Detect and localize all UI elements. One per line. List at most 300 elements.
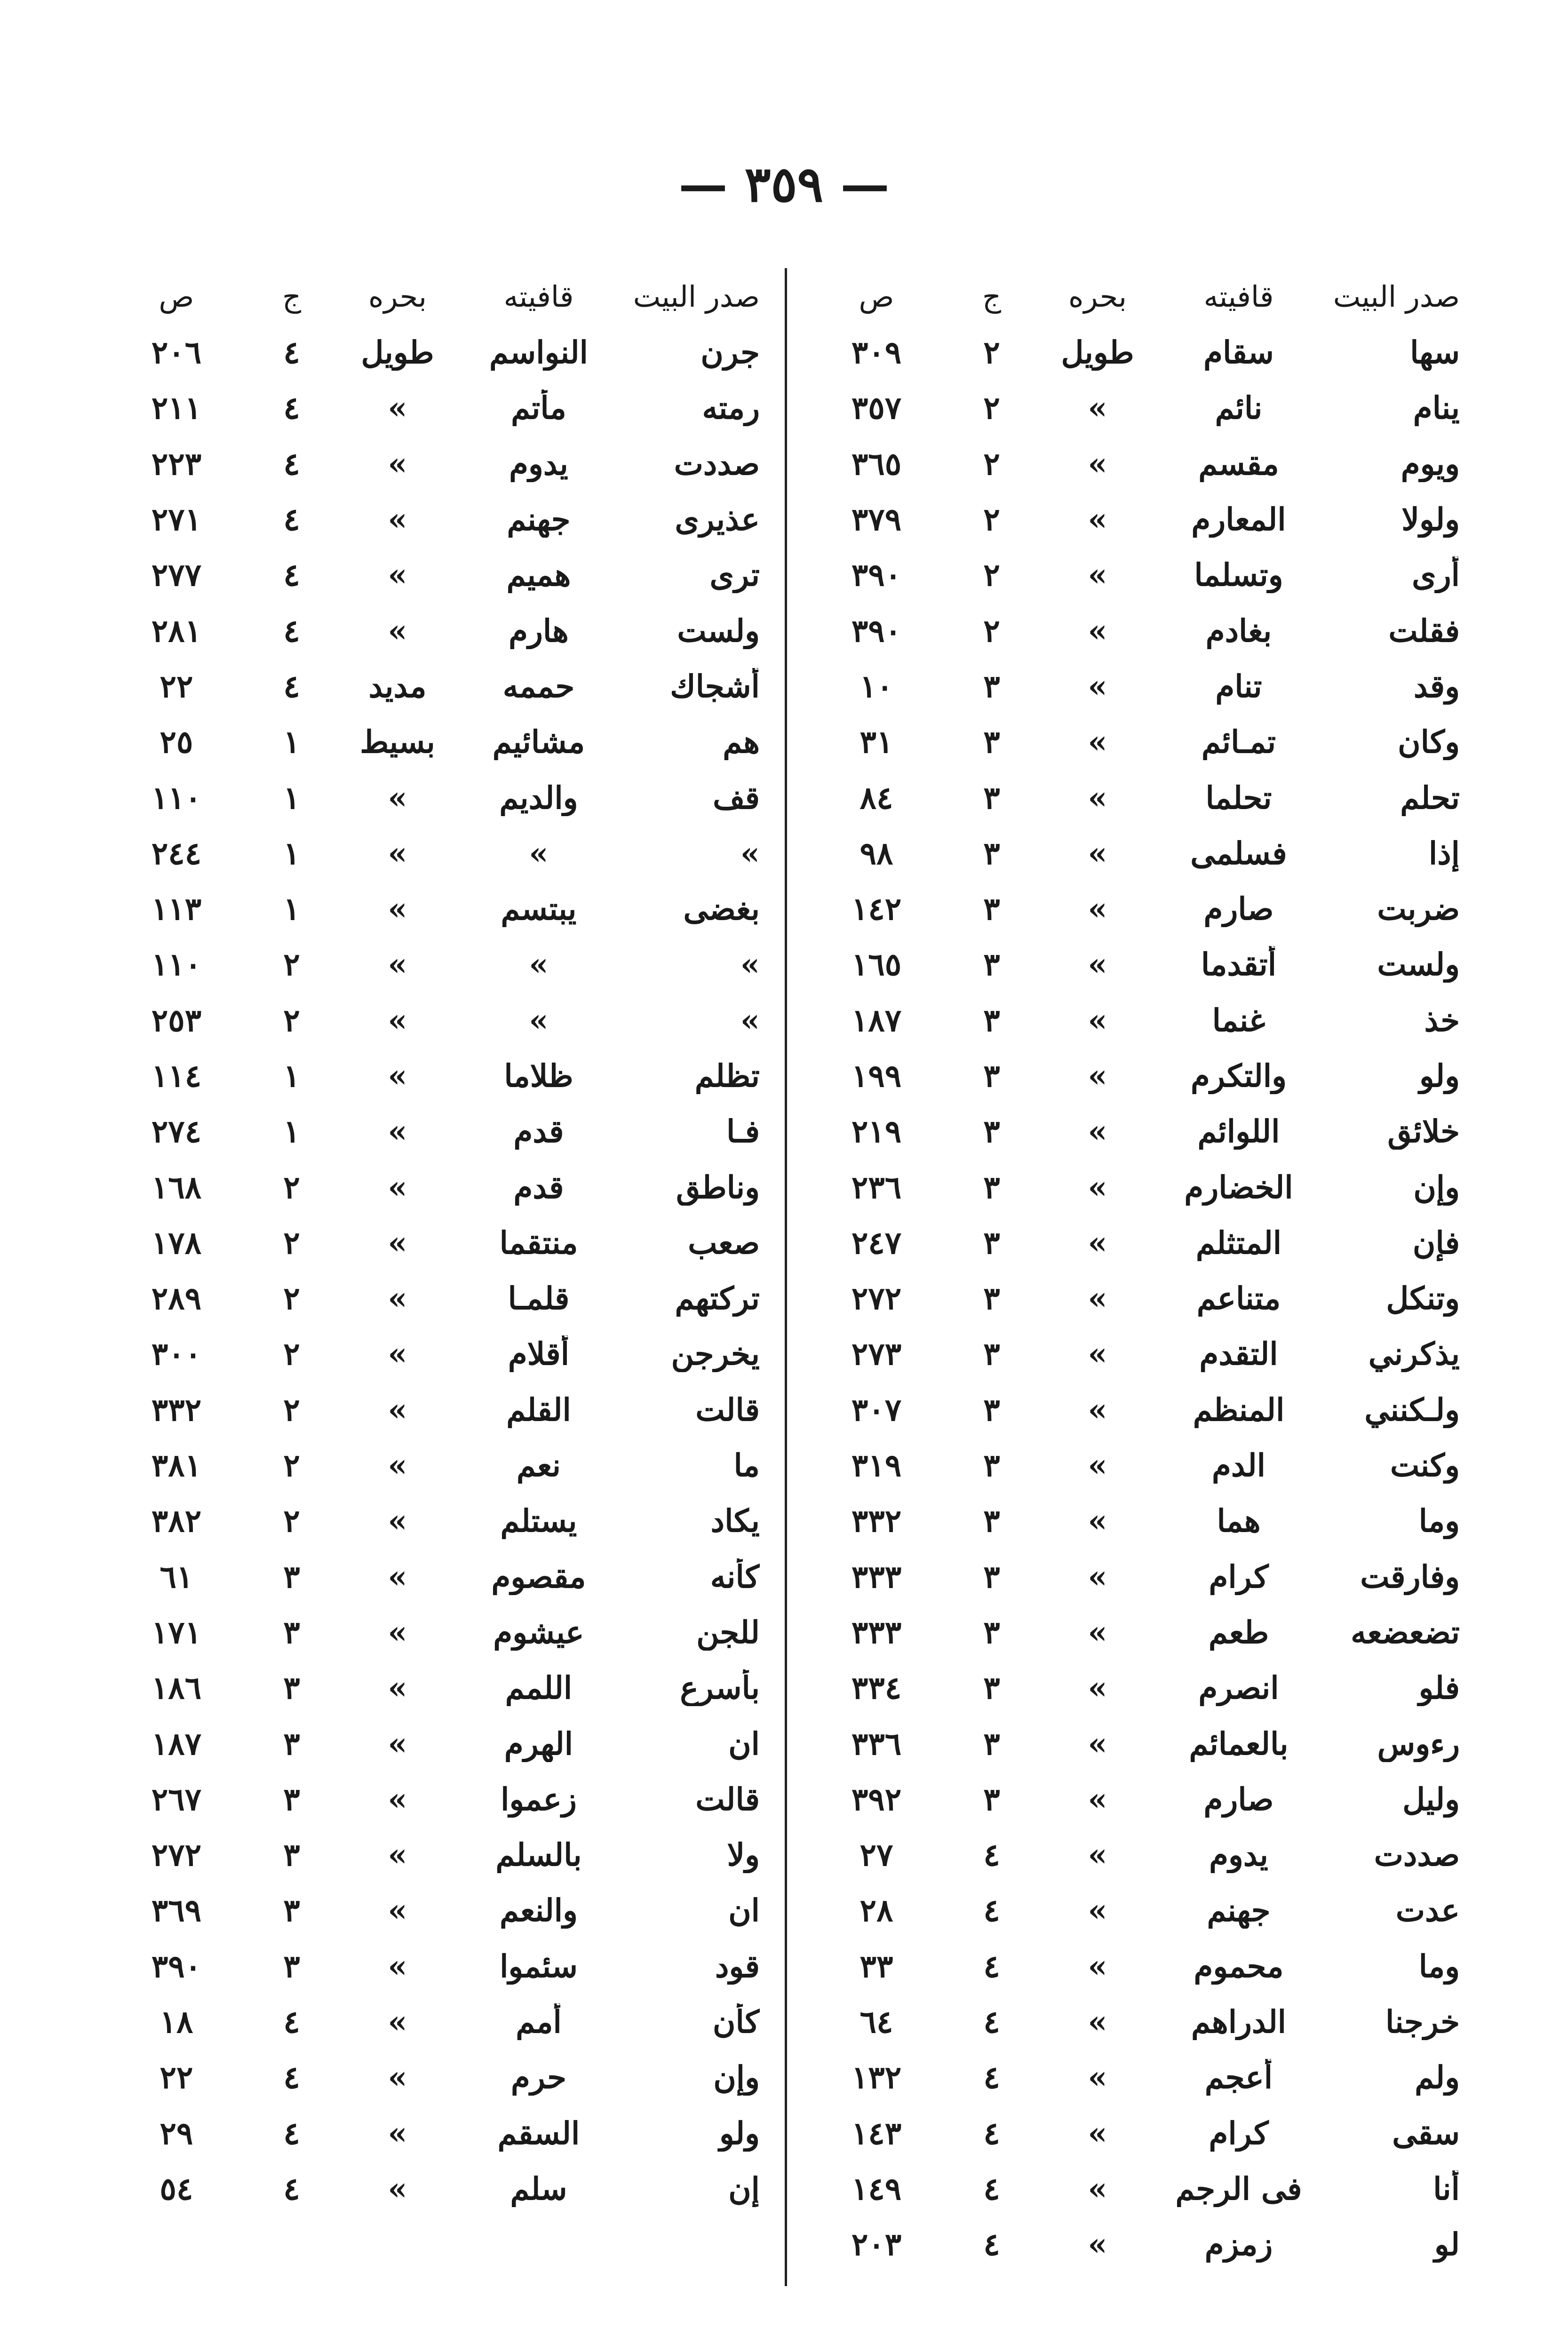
volume-number: ٣ — [983, 946, 1000, 983]
index-rows — [801, 325, 1460, 2272]
volume-number: ١ — [283, 779, 300, 816]
page-reference: ١١٤ — [151, 1057, 202, 1094]
verse-meter: » — [1088, 2003, 1107, 2041]
verse-meter: » — [1088, 2170, 1107, 2207]
verse-first-words: » — [740, 834, 760, 872]
page-reference: ٢٣٦ — [851, 1168, 902, 1206]
verse-meter: » — [388, 1502, 407, 1540]
volume-number: ٣ — [983, 1558, 1000, 1595]
index-row — [101, 1159, 760, 1215]
verse-rhyme: الخضارم — [1184, 1168, 1293, 1206]
index-row — [101, 2161, 760, 2217]
verse-rhyme: الدم — [1212, 1447, 1266, 1484]
volume-number: ٣ — [983, 1057, 1000, 1094]
verse-rhyme: النواسم — [489, 334, 589, 371]
verse-first-words: عذيرى — [675, 501, 760, 538]
verse-meter: » — [388, 1447, 407, 1484]
verse-first-words: رمته — [702, 389, 760, 427]
verse-first-words: إذا — [1428, 834, 1460, 872]
header-page: ص — [159, 279, 194, 314]
page-reference: ٣٩٠ — [851, 612, 902, 649]
verse-first-words: » — [740, 1001, 760, 1039]
verse-first-words: تضعضعه — [1351, 1613, 1460, 1651]
verse-rhyme: » — [529, 946, 549, 983]
verse-meter: » — [388, 2114, 407, 2152]
index-row — [801, 1271, 1460, 1326]
volume-number: ٢ — [983, 612, 1000, 649]
index-row — [101, 1493, 760, 1549]
verse-first-words: ويوم — [1401, 445, 1460, 482]
volume-number: ٣ — [283, 1558, 300, 1595]
page-reference: ١٨ — [159, 2003, 193, 2041]
verse-meter: » — [388, 501, 407, 538]
verse-meter: » — [388, 779, 407, 816]
volume-number: ٣ — [283, 1613, 300, 1651]
page-reference: ٣١٩ — [851, 1447, 902, 1484]
verse-rhyme: نائم — [1215, 389, 1263, 427]
verse-rhyme: يستلم — [500, 1502, 577, 1540]
verse-meter: » — [1088, 1001, 1107, 1039]
page-reference: ٢٨١ — [151, 612, 202, 649]
volume-number: ٣ — [983, 1335, 1000, 1373]
verse-rhyme: تنام — [1215, 667, 1262, 705]
verse-meter: » — [1088, 1168, 1107, 1206]
volume-number: ٣ — [983, 1613, 1000, 1651]
volume-number: ٣ — [283, 1669, 300, 1707]
index-row — [101, 492, 760, 547]
index-row — [101, 1883, 760, 1938]
verse-rhyme: القلم — [506, 1391, 571, 1428]
volume-number: ٢ — [283, 1447, 300, 1484]
verse-rhyme: طعم — [1208, 1613, 1269, 1651]
volume-number: ٤ — [283, 2003, 300, 2041]
verse-meter: طويل — [361, 334, 434, 371]
page-reference: ٣٣٣ — [851, 1558, 902, 1595]
verse-rhyme: أقلام — [508, 1335, 570, 1373]
page-reference: ٢٥٣ — [151, 1001, 202, 1039]
verse-rhyme: صارم — [1203, 890, 1274, 928]
page-reference: ٢٧ — [860, 1836, 893, 1874]
verse-meter: » — [1088, 779, 1107, 816]
verse-rhyme: يدوم — [1209, 1836, 1268, 1874]
page-reference: ٢٦٧ — [151, 1780, 202, 1818]
verse-meter: » — [388, 1558, 407, 1595]
verse-meter: » — [388, 1391, 407, 1428]
volume-number: ٢ — [283, 1168, 300, 1206]
page-reference: ١٩٩ — [851, 1057, 902, 1094]
verse-first-words: قف — [713, 779, 760, 816]
verse-meter: » — [388, 1947, 407, 1985]
verse-rhyme: سقام — [1203, 334, 1274, 371]
verse-first-words: قالت — [695, 1391, 760, 1428]
verse-first-words: صعب — [688, 1224, 760, 1261]
volume-number: ٣ — [983, 890, 1000, 928]
verse-first-words: هم — [723, 723, 760, 761]
column-header — [801, 268, 1460, 325]
verse-meter: » — [1088, 1447, 1107, 1484]
index-row — [801, 1716, 1460, 1771]
verse-meter: » — [388, 1057, 407, 1094]
index-row — [101, 1994, 760, 2050]
verse-first-words: ولو — [1419, 1057, 1460, 1094]
index-row — [101, 380, 760, 436]
verse-meter: » — [1088, 1613, 1107, 1651]
index-row — [101, 1326, 760, 1382]
index-row — [101, 993, 760, 1048]
volume-number: ٢ — [283, 946, 300, 983]
index-row — [801, 1994, 1460, 2050]
volume-number: ٢ — [983, 556, 1000, 594]
page-reference: ٥٤ — [159, 2170, 193, 2207]
verse-first-words: ولست — [1377, 946, 1460, 983]
index-row — [801, 1605, 1460, 1660]
verse-meter: » — [1088, 1224, 1107, 1261]
page-reference: ٢٧٧ — [151, 556, 202, 594]
header-rhyme: قافيته — [1203, 279, 1274, 314]
page-reference: ٣٨١ — [151, 1447, 202, 1484]
verse-meter: » — [1088, 667, 1107, 705]
index-row — [101, 1215, 760, 1271]
verse-rhyme: سئموا — [500, 1947, 578, 1985]
page-reference: ١٦٨ — [151, 1168, 202, 1206]
index-row — [101, 603, 760, 658]
volume-number: ٣ — [983, 779, 1000, 816]
volume-number: ٣ — [283, 1725, 300, 1762]
page-number: — ٣٥٩ — — [678, 155, 890, 213]
verse-rhyme: مقسم — [1198, 445, 1279, 482]
index-row — [101, 1048, 760, 1104]
page-reference: ٣٠٠ — [151, 1335, 202, 1373]
volume-number: ٢ — [983, 445, 1000, 482]
verse-rhyme: يبتسم — [501, 890, 577, 928]
verse-meter: » — [1088, 556, 1107, 594]
page-reference: ٢٥ — [159, 723, 193, 761]
verse-first-words: ولـكنني — [1364, 1391, 1460, 1428]
page-reference: ٦١ — [159, 1558, 193, 1595]
page-reference: ٣١ — [860, 723, 893, 761]
index-row — [801, 2217, 1460, 2272]
volume-number: ٣ — [283, 1947, 300, 1985]
volume-number: ٣ — [983, 1168, 1000, 1206]
volume-number: ٣ — [983, 1447, 1000, 1484]
verse-first-words: سقى — [1392, 2114, 1460, 2152]
verse-meter: » — [388, 389, 407, 427]
verse-rhyme: اللوائم — [1197, 1113, 1280, 1150]
verse-first-words: فإن — [1412, 1224, 1460, 1261]
volume-number: ٤ — [283, 501, 300, 538]
page-reference: ٢٤٧ — [851, 1224, 902, 1261]
verse-meter: » — [1088, 501, 1107, 538]
verse-first-words: ما — [733, 1447, 760, 1484]
verse-first-words: جرن — [700, 334, 760, 371]
verse-first-words: فلو — [1418, 1669, 1460, 1707]
page-reference: ٢٨٩ — [151, 1280, 202, 1317]
volume-number: ٤ — [983, 2003, 1000, 2041]
verse-rhyme: هارم — [509, 612, 569, 649]
page-reference: ٣٩٢ — [851, 1780, 902, 1818]
verse-meter: بسيط — [360, 723, 435, 761]
verse-meter: » — [388, 445, 407, 482]
volume-number: ٣ — [983, 1669, 1000, 1707]
verse-rhyme: ظلاما — [504, 1057, 573, 1094]
verse-rhyme: جهنم — [1207, 1892, 1271, 1929]
volume-number: ١ — [283, 723, 300, 761]
verse-first-words: كأنه — [710, 1558, 760, 1595]
volume-number: ٤ — [283, 389, 300, 427]
verse-rhyme: بالسلم — [495, 1836, 582, 1874]
verse-meter: » — [388, 1224, 407, 1261]
verse-rhyme: اللمم — [505, 1669, 573, 1707]
verse-meter: » — [388, 2059, 407, 2096]
verse-rhyme: كرام — [1209, 1558, 1269, 1595]
index-row — [801, 1493, 1460, 1549]
index-row — [801, 826, 1460, 881]
volume-number: ١ — [283, 1057, 300, 1094]
page-reference: ٣٠٧ — [851, 1391, 902, 1428]
verse-rhyme: انصرم — [1198, 1669, 1279, 1707]
page-reference: ٢٧٤ — [151, 1113, 202, 1150]
index-row — [801, 1438, 1460, 1493]
volume-number: ٤ — [283, 612, 300, 649]
header-volume: ج — [282, 279, 302, 314]
page-reference: ١٨٧ — [151, 1725, 202, 1762]
verse-first-words: ولست — [677, 612, 760, 649]
index-row — [801, 2050, 1460, 2105]
index-row — [101, 2050, 760, 2105]
volume-number: ٢ — [283, 1224, 300, 1261]
verse-rhyme: السقم — [497, 2114, 580, 2152]
page-reference: ٣٩٠ — [851, 556, 902, 594]
index-row — [801, 1772, 1460, 1827]
verse-meter: » — [1088, 1502, 1107, 1540]
verse-rhyme: بغادم — [1205, 612, 1272, 649]
volume-number: ٤ — [983, 1892, 1000, 1929]
header-meter: بحره — [1068, 279, 1127, 314]
verse-rhyme: هما — [1217, 1502, 1261, 1540]
volume-number: ٢ — [283, 1502, 300, 1540]
verse-rhyme: وتسلما — [1194, 556, 1283, 594]
index-column-right — [801, 268, 1460, 2272]
page-reference: ٢٧٢ — [851, 1280, 902, 1317]
index-row — [101, 826, 760, 881]
volume-number: ٣ — [983, 1280, 1000, 1317]
volume-number: ٣ — [283, 1780, 300, 1818]
index-row — [101, 436, 760, 492]
verse-rhyme: زمزم — [1204, 2226, 1273, 2263]
index-row — [801, 1660, 1460, 1716]
page-reference: ٢٨ — [860, 1892, 893, 1929]
verse-first-words: ولا — [727, 1836, 760, 1874]
verse-first-words: فقلت — [1388, 612, 1460, 649]
page-reference: ١٤٣ — [851, 2114, 902, 2152]
verse-meter: » — [388, 1892, 407, 1929]
verse-rhyme: مشائيم — [492, 723, 585, 761]
page-reference: ٢٧٢ — [151, 1836, 202, 1874]
page-reference: ١٣٢ — [851, 2059, 902, 2096]
page-reference: ١٤٩ — [851, 2170, 902, 2207]
verse-rhyme: أمم — [516, 2003, 562, 2041]
page-reference: ٩٨ — [860, 834, 893, 872]
verse-rhyme: حممه — [502, 667, 575, 705]
verse-first-words: إن — [728, 2170, 760, 2207]
verse-rhyme: تمـائم — [1201, 723, 1276, 761]
verse-first-words: وليل — [1402, 1780, 1460, 1818]
page-reference: ١٦٥ — [851, 946, 902, 983]
volume-number: ٤ — [983, 1836, 1000, 1874]
volume-number: ٤ — [283, 445, 300, 482]
page-reference: ٢٠٣ — [851, 2226, 902, 2263]
volume-number: ٤ — [983, 1947, 1000, 1985]
page-reference: ١٠ — [860, 667, 893, 705]
volume-number: ٣ — [983, 1224, 1000, 1261]
index-row — [801, 1549, 1460, 1605]
verse-meter: » — [1088, 1391, 1107, 1428]
verse-first-words: يخرجن — [671, 1335, 760, 1373]
verse-first-words: سها — [1410, 334, 1460, 371]
index-row — [801, 770, 1460, 825]
verse-first-words: ترى — [709, 556, 760, 594]
verse-meter: » — [1088, 445, 1107, 482]
verse-first-words: وما — [1418, 1502, 1460, 1540]
volume-number: ٢ — [983, 334, 1000, 371]
volume-number: ٤ — [983, 2170, 1000, 2207]
verse-meter: » — [388, 834, 407, 872]
volume-number: ٤ — [283, 2114, 300, 2152]
header-volume: ج — [982, 279, 1002, 314]
verse-rhyme: عيشوم — [493, 1613, 584, 1651]
index-row — [101, 1772, 760, 1827]
verse-first-words: ان — [728, 1892, 760, 1929]
page-reference: ٢٠٦ — [151, 334, 202, 371]
index-rows — [101, 325, 760, 2217]
verse-first-words: ولم — [1415, 2059, 1460, 2096]
verse-first-words: تظلم — [694, 1057, 760, 1094]
verse-first-words: تركتهم — [675, 1280, 760, 1317]
verse-first-words: عدت — [1395, 1892, 1460, 1929]
index-row — [101, 1104, 760, 1159]
volume-number: ٤ — [283, 2170, 300, 2207]
verse-rhyme: المنظم — [1193, 1391, 1285, 1428]
verse-meter: » — [1088, 1669, 1107, 1707]
verse-rhyme: والنعم — [500, 1892, 578, 1929]
page-reference: ٣٠٩ — [851, 334, 902, 371]
verse-rhyme: محموم — [1194, 1947, 1284, 1985]
verse-first-words: ان — [728, 1725, 760, 1762]
index-row — [101, 1827, 760, 1883]
verse-first-words: للجن — [696, 1613, 760, 1651]
index-row — [101, 714, 760, 770]
page-reference: ٢٢ — [159, 667, 193, 705]
verse-meter: » — [388, 1335, 407, 1373]
index-row — [801, 881, 1460, 937]
verse-first-words: خذ — [1424, 1001, 1460, 1039]
index-row — [101, 1271, 760, 1326]
verse-meter: » — [388, 1113, 407, 1150]
index-row — [801, 325, 1460, 380]
verse-rhyme: المتثلم — [1195, 1224, 1282, 1261]
volume-number: ٤ — [283, 667, 300, 705]
volume-number: ٣ — [983, 1391, 1000, 1428]
verse-rhyme: زعموا — [501, 1780, 577, 1818]
volume-number: ٣ — [983, 1113, 1000, 1150]
verse-meter: » — [388, 1280, 407, 1317]
page-reference: ٢١١ — [151, 389, 202, 427]
index-row — [101, 881, 760, 937]
index-row — [801, 993, 1460, 1048]
verse-meter: » — [1088, 1780, 1107, 1818]
verse-first-words: ينام — [1413, 389, 1460, 427]
verse-first-words: خلائق — [1387, 1113, 1460, 1150]
page-reference: ٣٨٢ — [151, 1502, 202, 1540]
volume-number: ٣ — [983, 834, 1000, 872]
verse-first-words: تحلم — [1400, 779, 1460, 816]
verse-rhyme: قلمـا — [508, 1280, 570, 1317]
verse-meter: » — [388, 2003, 407, 2041]
verse-rhyme: نعم — [516, 1447, 561, 1484]
index-row — [801, 1104, 1460, 1159]
volume-number: ٤ — [283, 334, 300, 371]
verse-meter: » — [1088, 1057, 1107, 1094]
verse-meter: » — [1088, 1280, 1107, 1317]
page-reference: ٢٧١ — [151, 501, 202, 538]
index-row — [801, 937, 1460, 992]
page-reference: ٣٥٧ — [851, 389, 902, 427]
index-row — [101, 1382, 760, 1438]
verse-meter: » — [388, 1168, 407, 1206]
verse-meter: » — [388, 1725, 407, 1762]
page-reference: ٣٣ — [860, 1947, 893, 1985]
verse-meter: » — [1088, 834, 1107, 872]
verse-first-words: وناطق — [676, 1168, 760, 1206]
index-row — [801, 603, 1460, 658]
page-reference: ٣٣٤ — [851, 1669, 902, 1707]
page-reference: ١٨٦ — [151, 1669, 202, 1707]
verse-first-words: لو — [1434, 2226, 1460, 2263]
verse-rhyme: والتكرم — [1191, 1057, 1287, 1094]
verse-first-words: وقد — [1413, 667, 1460, 705]
verse-meter: » — [1088, 890, 1107, 928]
volume-number: ٢ — [283, 1391, 300, 1428]
verse-first-words: فـا — [726, 1113, 760, 1150]
volume-number: ٤ — [983, 2059, 1000, 2096]
verse-first-words: وإن — [1413, 1168, 1460, 1206]
header-meter: بحره — [368, 279, 427, 314]
index-row — [801, 659, 1460, 714]
page-reference: ١١٣ — [151, 890, 202, 928]
volume-number: ٢ — [283, 1001, 300, 1039]
volume-number: ٣ — [983, 1001, 1000, 1039]
verse-rhyme: منتقما — [499, 1224, 578, 1261]
index-row — [801, 436, 1460, 492]
verse-meter: » — [388, 1001, 407, 1039]
page-reference: ٣٣٣ — [851, 1613, 902, 1651]
volume-number: ٣ — [983, 1725, 1000, 1762]
verse-rhyme: تحلما — [1205, 779, 1272, 816]
volume-number: ٣ — [983, 1502, 1000, 1540]
verse-first-words: خرجنا — [1385, 2003, 1460, 2041]
volume-number: ٣ — [283, 1836, 300, 1874]
verse-first-words: أشجاك — [670, 667, 760, 705]
verse-meter: » — [1088, 1335, 1107, 1373]
page-reference: ٣٦٥ — [851, 445, 902, 482]
page-reference: ٨٤ — [860, 779, 893, 816]
verse-first-words: وما — [1418, 1947, 1460, 1985]
volume-number: ١ — [283, 834, 300, 872]
page-reference: ٦٤ — [860, 2003, 893, 2041]
verse-first-words: يذكرني — [1368, 1335, 1460, 1373]
volume-number: ٤ — [283, 2059, 300, 2096]
page-reference: ٢١٩ — [851, 1113, 902, 1150]
